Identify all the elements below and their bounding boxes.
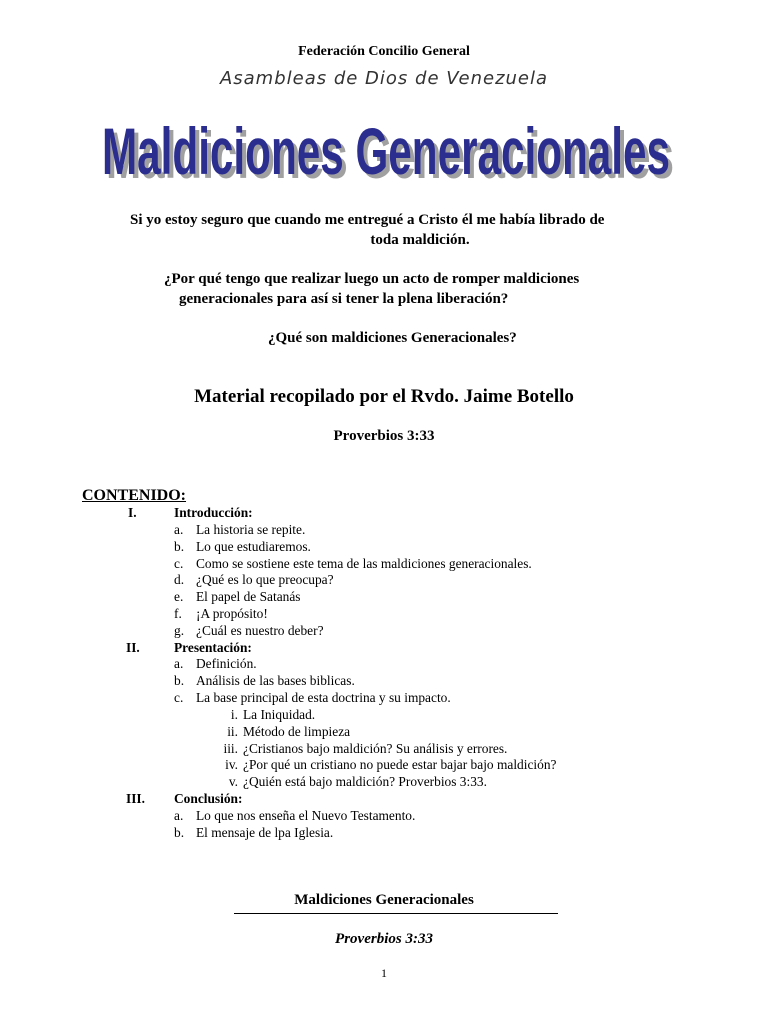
- intro-question-1-line2: toda maldición.: [370, 232, 470, 248]
- section-numeral: III.: [126, 791, 145, 806]
- list-marker: a.: [174, 656, 184, 671]
- contents-heading: CONTENIDO:: [82, 487, 187, 504]
- list-marker: b.: [174, 673, 185, 688]
- list-item: [174, 589, 300, 606]
- document-title: [0, 106, 768, 196]
- list-item-text: ¡A propósito!: [196, 606, 268, 621]
- list-item: [174, 623, 324, 640]
- list-item: [174, 825, 333, 842]
- compiled-by: Material recopilado por el Rvdo. Jaime Botello: [194, 386, 574, 407]
- section-title-footer: Maldiciones Generacionales: [294, 892, 474, 908]
- list-item: [174, 656, 257, 673]
- list-item-text: La base principal de esta doctrina y su impacto.: [196, 690, 451, 705]
- intro-question-2-line2: generacionales para así si tener la plena liberación?: [179, 291, 509, 307]
- sublist-marker: ii.: [227, 724, 238, 739]
- organization-subtitle: Asambleas de Dios de Venezuela: [219, 68, 549, 89]
- section-title: Conclusión:: [174, 791, 243, 806]
- list-item-text: Análisis de las bases biblicas.: [196, 673, 355, 688]
- organization-name: Federación Concilio General: [298, 44, 470, 59]
- page-number: 1: [381, 966, 387, 980]
- sublist-marker: v.: [228, 774, 238, 789]
- list-item-text: ¿Cuál es nuestro deber?: [196, 623, 324, 638]
- list-marker: g.: [174, 623, 185, 638]
- sublist-item-text: Método de limpieza: [243, 724, 351, 739]
- intro-question-2: [150, 269, 670, 309]
- list-item-text: El mensaje de lpa Iglesia.: [196, 825, 334, 840]
- sublist-marker: iii.: [223, 741, 238, 756]
- intro-question-1: [130, 210, 710, 250]
- scripture-reference: Proverbios 3:33: [333, 428, 435, 444]
- list-item: [174, 539, 311, 556]
- list-item: [174, 606, 268, 623]
- list-marker: d.: [174, 572, 185, 587]
- section-numeral: I.: [128, 505, 137, 520]
- divider-line: [234, 913, 558, 914]
- sublist-marker: i.: [230, 707, 238, 722]
- list-marker: c.: [174, 690, 184, 705]
- sublist-item-text: ¿Cristianos bajo maldición? Su análisis y errores.: [243, 741, 508, 756]
- section-title: Presentación:: [174, 640, 252, 655]
- list-item-text: Como se sostiene este tema de las maldiciones generacionales.: [196, 556, 532, 571]
- list-item: [174, 556, 532, 573]
- sublist-item-text: La Iniquidad.: [243, 707, 316, 722]
- list-item-text: Lo que estudiaremos.: [196, 539, 311, 554]
- list-item: [174, 808, 415, 825]
- list-item: [174, 572, 334, 589]
- list-marker: b.: [174, 539, 185, 554]
- list-item-text: Definición.: [196, 656, 257, 671]
- list-item: [174, 690, 451, 707]
- list-marker: a.: [174, 808, 184, 823]
- list-marker: c.: [174, 556, 184, 571]
- list-marker: f.: [174, 606, 182, 621]
- list-item-text: Lo que nos enseña el Nuevo Testamento.: [196, 808, 416, 823]
- list-item-text: ¿Qué es lo que preocupa?: [196, 572, 334, 587]
- section-title: Introducción:: [174, 505, 253, 520]
- list-item: [174, 673, 355, 690]
- list-item: [174, 522, 305, 539]
- footer-scripture-reference: Proverbios 3:33: [335, 931, 433, 947]
- title-shadow: Maldiciones Generacionales: [106, 118, 674, 192]
- intro-question-3: ¿Qué son maldiciones Generacionales?: [268, 330, 517, 346]
- list-marker: a.: [174, 522, 184, 537]
- sublist-item-text: ¿Quién está bajo maldición? Proverbios 3:33.: [243, 774, 487, 789]
- list-item-text: La historia se repite.: [196, 522, 306, 537]
- intro-question-1-line1: Si yo estoy seguro que cuando me entregué a Cristo él me había librado de: [130, 212, 605, 228]
- title-text: Maldiciones Generacionales: [102, 114, 670, 188]
- sublist-marker: iv.: [225, 757, 238, 772]
- sublist-item-text: ¿Por qué un cristiano no puede estar bajar bajo maldición?: [243, 757, 557, 772]
- list-marker: e.: [174, 589, 184, 604]
- intro-question-2-line1: ¿Por qué tengo que realizar luego un acto de romper maldiciones: [164, 271, 580, 287]
- section-numeral: II.: [126, 640, 140, 655]
- list-marker: b.: [174, 825, 185, 840]
- list-item-text: El papel de Satanás: [196, 589, 301, 604]
